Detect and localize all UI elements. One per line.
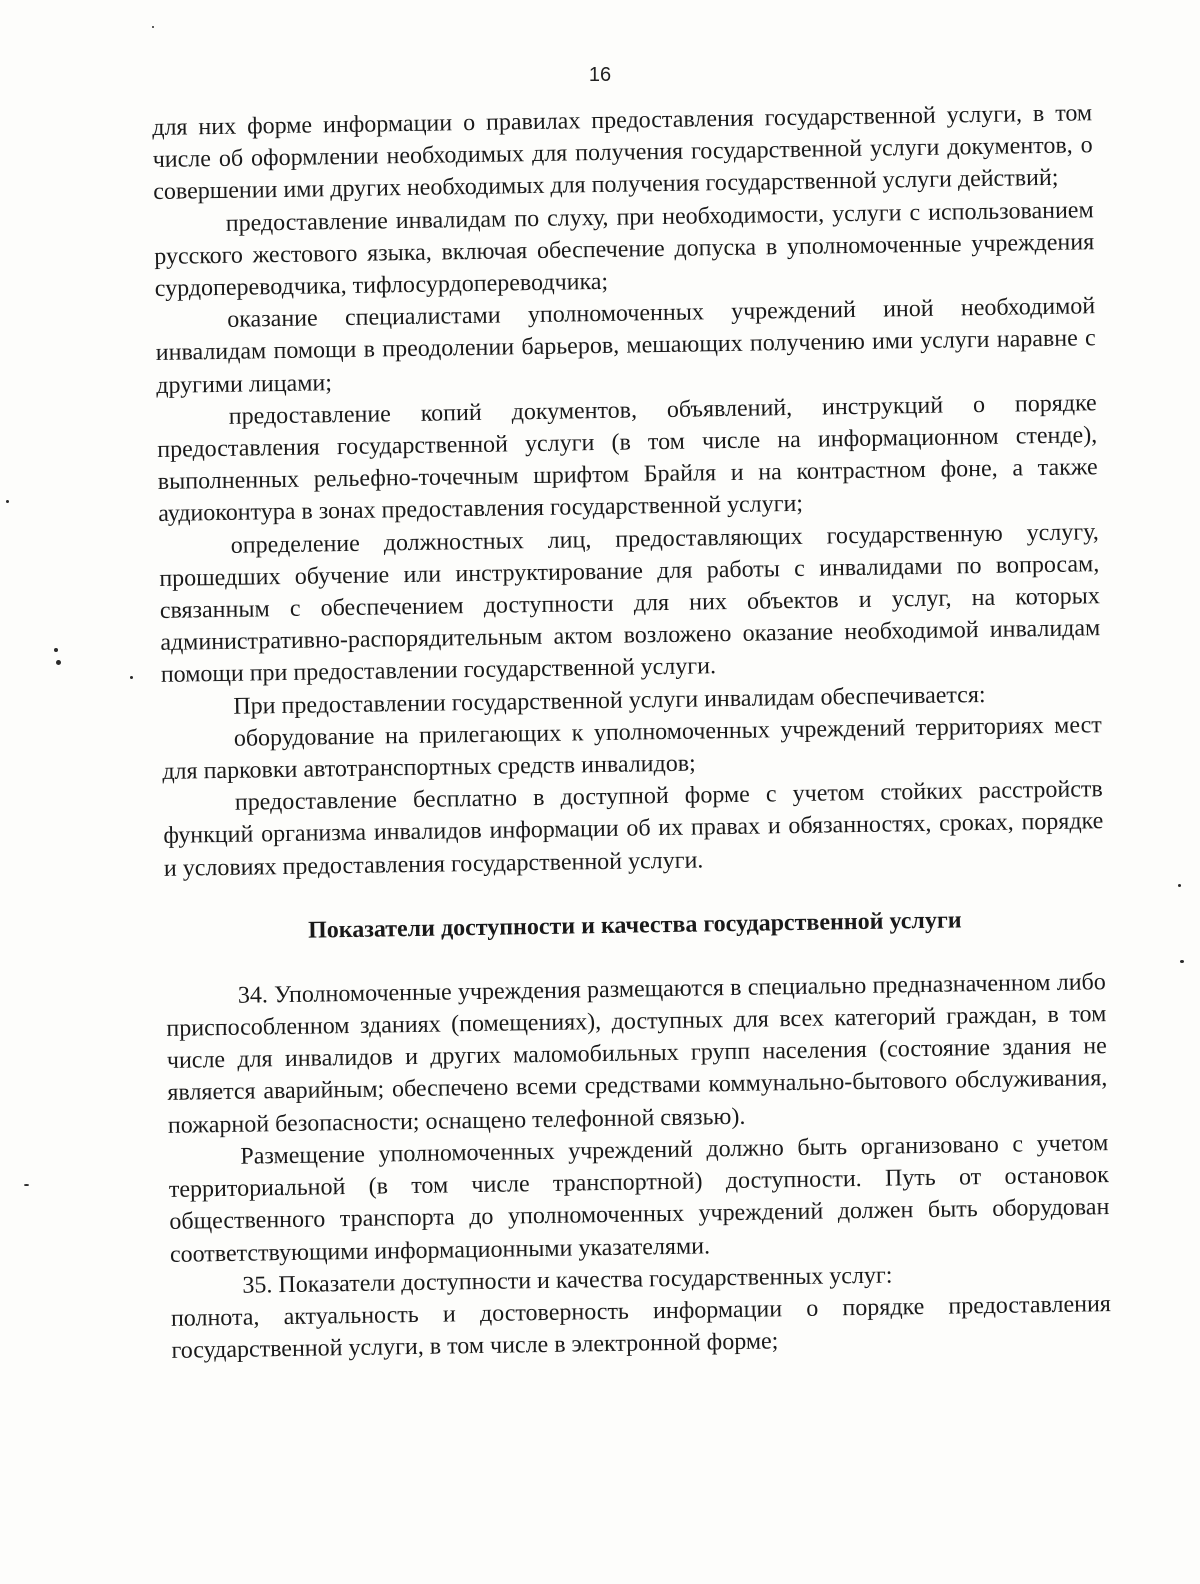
scan-speck (130, 676, 133, 679)
paragraph-item-35: 35. Показатели доступности и качества государственных услуг: (242, 1262, 893, 1299)
paragraph-placement: Размещение уполномоченных учреждений должно быть организовано с учетом территориальной (в том числе транспортной) доступности. Путь от остановок общественного транспорта до уполномоченных учреждений должен быть оборудован соответствующими информационными указателями. (168, 1129, 1110, 1268)
page-number: 16 (588, 64, 612, 86)
section-heading: Показатели доступности и качества государственной услуги (307, 907, 962, 944)
paragraph-sign-language: предоставление инвалидам по слуху, при необходимости, услуги с использованием русского жестового языка, включая обеспечение допуска в уполномоченные учреждения сурдопереводчика, тифлосурдопереводчика; (154, 196, 1095, 302)
paragraph-ensured-intro: При предоставлении государственной услуги инвалидам обеспечивается: (233, 681, 986, 720)
scan-speck (24, 1184, 29, 1186)
paragraph-item-34: 34. Уполномоченные учреждения размещаются в специально предназначенном либо приспособленном зданиях (помещениях), доступных для всех категорий граждан, в том числе для инвалидов и других маломобильных групп населения (состояние здания не является аварийным; обеспечено всеми средствами коммунально-бытового обслуживания, пожарной безопасности; оснащено телефонной связью). (166, 969, 1108, 1139)
scan-speck (56, 660, 61, 665)
paragraph-continuation: для них форме информации о правилах предоставления государственной услуги, в том числе об оформлении необходимых для получения государственной услуги документов, о совершении ими других необходимых для получения государственной услуги действий; (152, 100, 1093, 206)
scan-speck (6, 500, 9, 503)
scan-speck (1178, 884, 1181, 887)
paragraph-completeness: полнота, актуальность и достоверность информации о порядке предоставления государственной услуги, в том числе в электронной форме; (170, 1290, 1112, 1364)
page-body (152, 97, 1112, 1367)
scan-speck (54, 648, 58, 652)
scan-speck (152, 26, 154, 28)
paragraph-braille-copies: предоставление копий документов, объявлений, инструкций о порядке предоставления государственной услуги (в том числе на информационном стенде), выполненных рельефно-точечным шрифтом Брайля и на контрастном фоне, а также аудиоконтура в зонах предоставления государственной услуги; (157, 390, 1098, 528)
paragraph-assistance: оказание специалистами уполномоченных учреждений иной необходимой инвалидам помощи в преодолении барьеров, мешающих получению ими услуги наравне с другими лицами; (155, 293, 1096, 399)
paragraph-parking: оборудование на прилегающих к уполномоченных учреждений территориях мест для парковки автотранспортных средств инвалидов; (162, 712, 1102, 785)
paragraph-accessible-info: предоставление бесплатно в доступной форме с учетом стойких расстройств функций организма инвалидов информации об их правах и обязанностях, сроках, порядке и условиях предоставления государственной услуги. (163, 776, 1104, 882)
paragraph-trained-staff: определение должностных лиц, предоставляющих государственную услугу, прошедших обучение или инструктирование для работы с инвалидами по вопросам, связанным с обеспечением доступности для них объектов и услуг, на которых административно-распорядительным актом возложено оказание необходимой инвалидам помощи при предоставлении государственной услуги. (159, 518, 1101, 689)
scan-speck (1180, 960, 1184, 963)
